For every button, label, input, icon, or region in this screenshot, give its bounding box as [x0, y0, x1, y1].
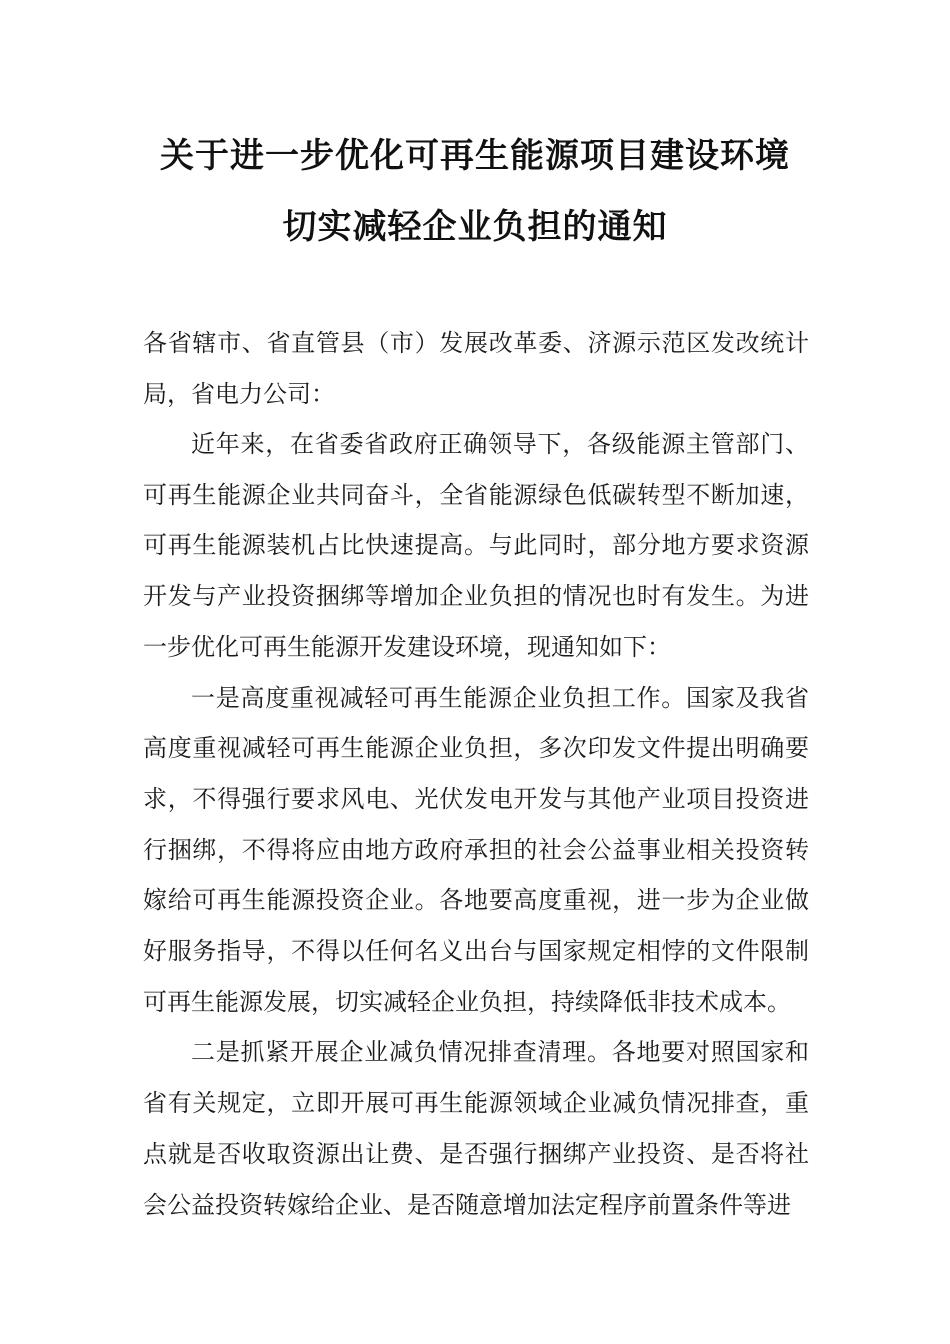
paragraph-item-2: 二是抓紧开展企业减负情况排查清理。各地要对照国家和省有关规定，立即开展可再生能源领域企业减负情况排查，重点就是否收取资源出让费、是否强行捆绑产业投资、是否将社会公益投资转嫁给企业、是否随意增加法定程序前置条件等进 [143, 1038, 809, 1219]
document-body [143, 419, 809, 1230]
paragraph-intro: 近年来，在省委省政府正确领导下，各级能源主管部门、可再生能源企业共同奋斗，全省能源绿色低碳转型不断加速，可再生能源装机占比快速提高。与此同时，部分地方要求资源开发与产业投资捆绑等增加企业负担的情况也时有发生。为进一步优化可再生能源开发建设环境，现通知如下： [143, 430, 809, 661]
paragraph-item-1: 一是高度重视减轻可再生能源企业负担工作。国家及我省高度重视减轻可再生能源企业负担，多次印发文件提出明确要求，不得强行要求风电、光伏发电开发与其他产业项目投资进行捆绑，不得将应由地方政府承担的社会公益事业相关投资转嫁给可再生能源投资企业。各地要高度重视，进一步为企业做好服务指导，不得以任何名义出台与国家规定相悖的文件限制可再生能源发展，切实减轻企业负担，持续降低非技术成本。 [143, 683, 809, 1016]
document-title-line-1: 关于进一步优化可再生能源项目建设环境 [160, 136, 790, 176]
document-title-line-2: 切实减轻企业负担的通知 [282, 207, 668, 247]
salutation: 各省辖市、省直管县（市）发展改革委、济源示范区发改统计局，省电力公司： [143, 329, 809, 408]
salutation-block [143, 318, 809, 419]
